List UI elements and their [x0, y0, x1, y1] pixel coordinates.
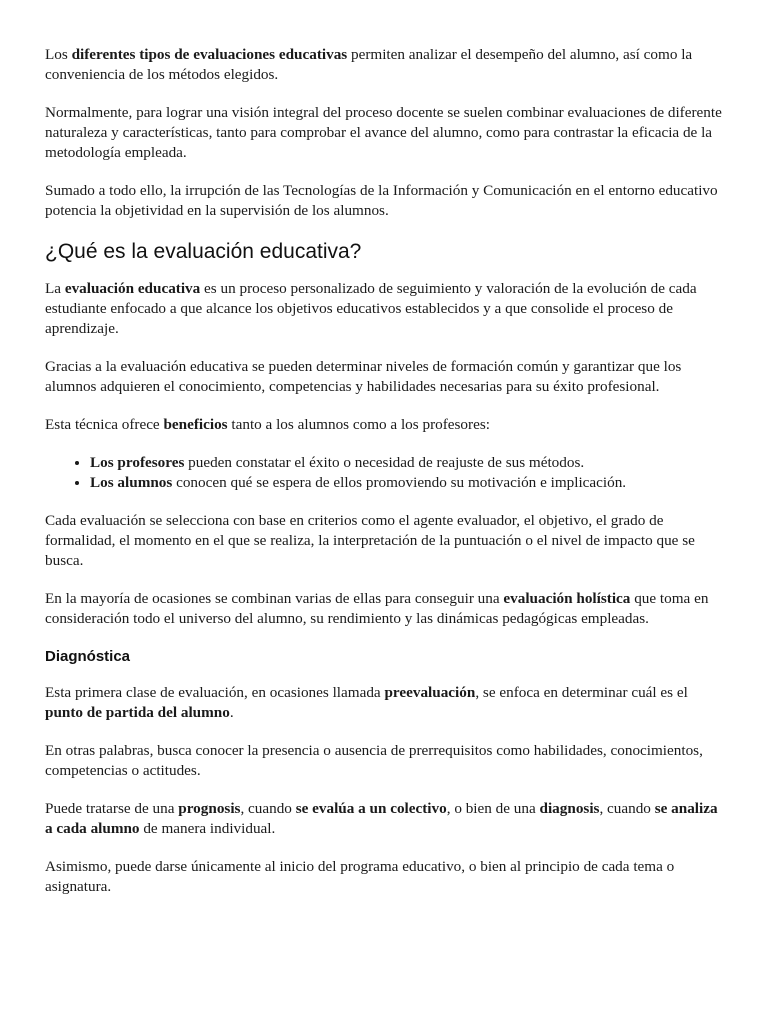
bold-text: diferentes tipos de evaluaciones educativas: [71, 46, 348, 63]
definition-paragraph: [45, 279, 725, 339]
text-run: conocen qué se espera de ellos promoviendo su motivación e implicación.: [172, 474, 627, 491]
bold-text: se analiza a cada alumno: [45, 800, 718, 837]
text-run: de manera individual.: [139, 820, 276, 837]
prognosis-paragraph: [45, 799, 725, 839]
text-run: es un proceso personalizado de seguimiento y valoración de la evolución de cada estudiante enfocado a que alcance los objetivos educativos establecidos y a que consolide el proceso de aprendizaje.: [45, 280, 697, 337]
intro-paragraph-2: Normalmente, para lograr una visión integral del proceso docente se suelen combinar evaluaciones de diferente naturaleza y características, tanto para comprobar el avance del alumno, como para contrastar la eficacia de la metodología empleada.: [45, 104, 722, 161]
text-run: Los: [45, 46, 72, 63]
bold-text: Los alumnos: [90, 474, 173, 491]
holistica-paragraph: [45, 589, 725, 629]
list-item-alumnos: [90, 473, 725, 493]
text-run: , o bien de una: [446, 800, 540, 817]
bold-text: prognosis: [178, 800, 241, 817]
beneficios-paragraph: [45, 415, 725, 435]
intro-paragraph-1: [45, 45, 725, 85]
section-heading-que-es: ¿Qué es la evaluación educativa?: [45, 240, 362, 263]
asimismo-paragraph: Asimismo, puede darse únicamente al inicio del programa educativo, o bien al principio de cada tema o asignatura.: [45, 858, 675, 895]
intro-paragraph-3: Sumado a todo ello, la irrupción de las Tecnologías de la Información y Comunicación en el entorno educativo potencia la objetividad en la supervisión de los alumnos.: [45, 182, 718, 219]
text-run: La: [45, 280, 65, 297]
text-run: Puede tratarse de una: [45, 800, 179, 817]
text-run: que toma en consideración todo el universo del alumno, su rendimiento y las dinámicas pedagógicas empleadas.: [45, 590, 709, 627]
bold-text: Los profesores: [90, 454, 185, 471]
document-page: [45, 45, 725, 915]
text-run: .: [229, 704, 234, 721]
bold-text: evaluación educativa: [64, 280, 201, 297]
prerrequisitos-paragraph: En otras palabras, busca conocer la presencia o ausencia de prerrequisitos como habilidades, conocimientos, competencias o actitudes.: [45, 742, 703, 779]
text-run: , cuando: [240, 800, 296, 817]
gracias-paragraph: Gracias a la evaluación educativa se pueden determinar niveles de formación común y garantizar que los alumnos adquieren el conocimiento, competencias y habilidades necesarias para su éxito profesional.: [45, 358, 682, 395]
text-run: Esta primera clase de evaluación, en ocasiones llamada: [45, 684, 385, 701]
preevaluacion-paragraph: [45, 683, 725, 723]
subheading-diagnostica: Diagnóstica: [45, 648, 131, 665]
text-run: tanto a los alumnos como a los profesores:: [227, 416, 490, 433]
text-run: En la mayoría de ocasiones se combinan varias de ellas para conseguir una: [45, 590, 504, 607]
bold-text: beneficios: [163, 416, 228, 433]
text-run: , se enfoca en determinar cuál es el: [475, 684, 688, 701]
list-item-profesores: [90, 453, 725, 473]
bold-text: se evalúa a un colectivo: [295, 800, 447, 817]
bold-text: preevaluación: [384, 684, 476, 701]
text-run: , cuando: [599, 800, 655, 817]
bold-text: punto de partida del alumno: [45, 704, 230, 721]
benefits-list: [45, 453, 725, 493]
bold-text: evaluación holística: [503, 590, 631, 607]
criterios-paragraph: Cada evaluación se selecciona con base en criterios como el agente evaluador, el objetivo, el grado de formalidad, el momento en el que se realiza, la interpretación de la puntuación o el nivel de impacto que se busca.: [45, 512, 695, 569]
bold-text: diagnosis: [539, 800, 600, 817]
text-run: Esta técnica ofrece: [45, 416, 164, 433]
text-run: pueden constatar el éxito o necesidad de reajuste de sus métodos.: [184, 454, 585, 471]
text-run: permiten analizar el desempeño del alumno, así como la conveniencia de los métodos elegidos.: [45, 46, 693, 83]
